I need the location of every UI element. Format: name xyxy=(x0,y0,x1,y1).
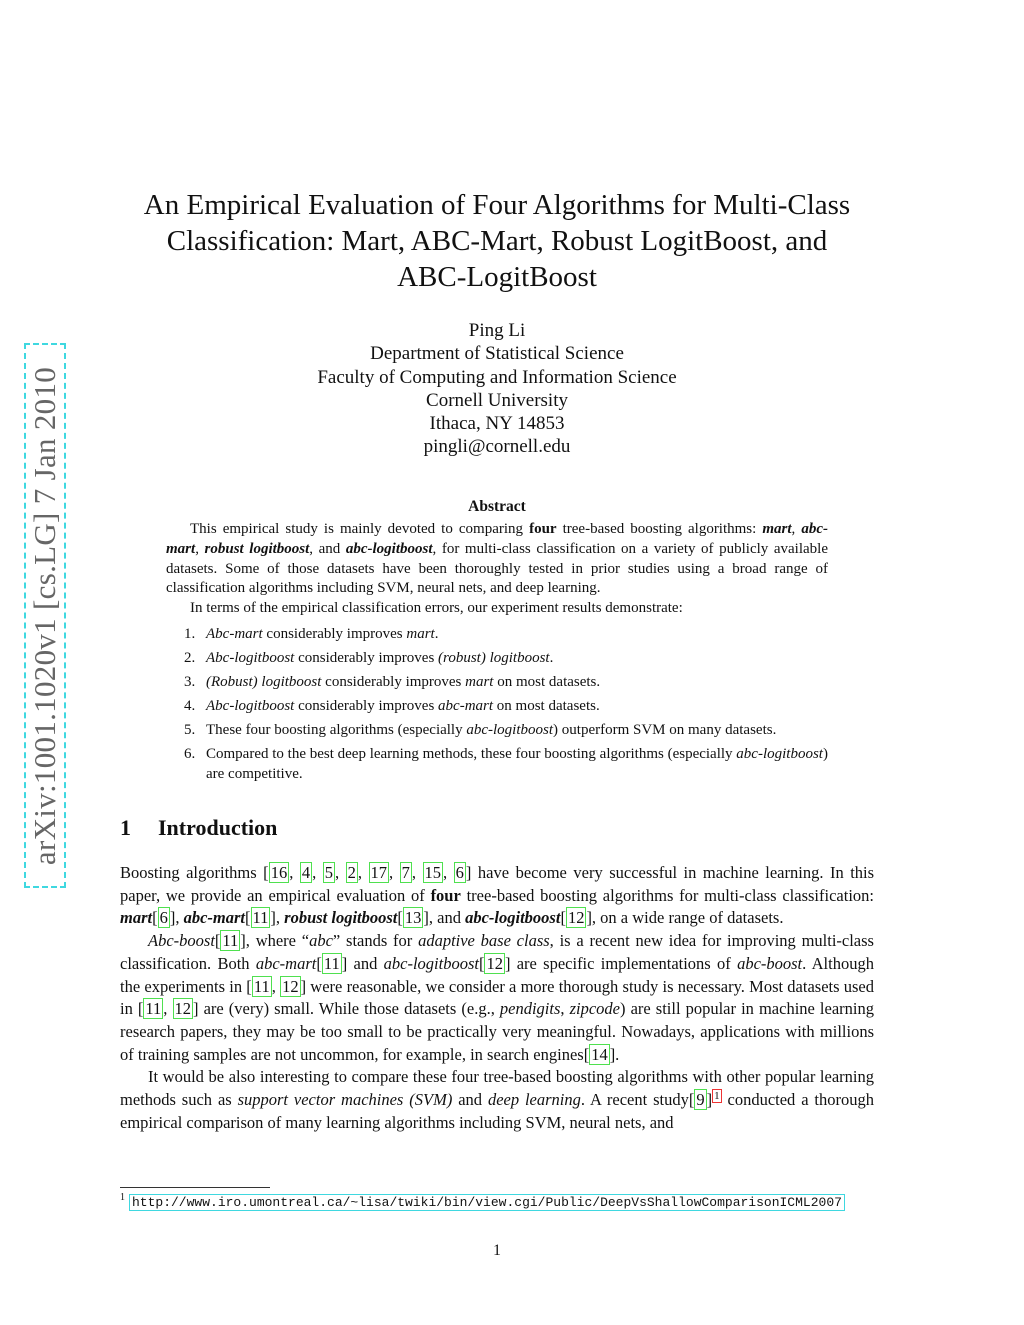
text-run: mart xyxy=(406,625,435,642)
text-run: It would be also interesting to compare these four tree-based boosting algorithms with other popular learning methods such as xyxy=(120,1067,874,1110)
title-line: ABC-LogitBoost xyxy=(397,261,597,293)
text-run: considerably improves xyxy=(294,698,439,715)
text-run: Abc-logitboost xyxy=(206,650,295,667)
algorithm-name: robust logitboost xyxy=(204,540,310,557)
text-run: ] xyxy=(706,1090,713,1110)
item-number: 6. xyxy=(184,746,196,763)
citation-link[interactable]: 9 xyxy=(696,1090,705,1110)
text-run: zipcode xyxy=(569,999,620,1019)
citation-link[interactable]: 4 xyxy=(301,863,311,882)
text-run: abc-boost xyxy=(737,953,803,973)
citation-link[interactable]: 11 xyxy=(253,976,270,996)
citation-link[interactable]: 15 xyxy=(424,863,442,882)
text-run: [ xyxy=(397,908,403,928)
introduction-body xyxy=(120,862,874,1134)
item-number: 3. xyxy=(184,674,196,691)
list-item xyxy=(166,673,828,693)
abstract-heading: Abstract xyxy=(468,498,526,515)
text-run: abc-logitboost xyxy=(383,953,479,973)
text-run: [ xyxy=(560,908,566,928)
arxiv-id: arXiv:1001.1020v1 [cs.LG] 7 Jan 2010 xyxy=(27,366,62,865)
page-number: 1 xyxy=(493,1242,501,1259)
text-run: , xyxy=(357,863,369,882)
citation-link[interactable]: 13 xyxy=(404,908,422,928)
item-number: 2. xyxy=(184,650,196,667)
text-run: , xyxy=(791,521,802,537)
citation-link[interactable]: 5 xyxy=(324,863,333,882)
text-run: . xyxy=(549,650,554,667)
findings-list xyxy=(166,625,828,785)
text-run: ) are competitive. xyxy=(206,746,828,783)
text-run: ], xyxy=(270,908,285,928)
list-item xyxy=(166,721,828,741)
text-run: mart xyxy=(465,674,494,691)
text-run: conducted a thorough empirical comparison of many learning algorithms including SVM, neural nets, and xyxy=(120,1090,874,1132)
author-faculty: Faculty of Computing and Information Science xyxy=(317,366,677,388)
text-run: . Although the experiments in [ xyxy=(120,953,874,996)
text-run: ]. xyxy=(609,1044,620,1064)
item-number: 4. xyxy=(184,698,196,715)
text-run: ], and xyxy=(423,908,466,928)
text-run: tree-based boosting algorithms for multi-class classification: xyxy=(460,885,874,905)
footnote xyxy=(120,1192,980,1210)
algorithm-name: abc-logitboost xyxy=(345,540,433,557)
text-run: pendigits xyxy=(499,999,561,1019)
text-run: . A recent study[ xyxy=(580,1090,695,1110)
intro-paragraph xyxy=(120,930,874,1066)
algorithm-name: mart xyxy=(762,521,792,537)
footnote-url-link[interactable]: http://www.iro.umontreal.ca/~lisa/twiki/bin/view.cgi/Public/DeepVsShallowComparisonICML2007 xyxy=(129,1194,845,1211)
text-run: considerably improves xyxy=(262,625,407,642)
list-item xyxy=(166,745,828,785)
citation-link[interactable]: 7 xyxy=(401,863,410,882)
text-run: ) outperform SVM on many datasets. xyxy=(553,722,777,739)
citation-link[interactable]: 12 xyxy=(282,976,299,996)
intro-paragraph xyxy=(120,862,874,930)
paper-title xyxy=(120,187,874,295)
text-run: deep learning xyxy=(487,1090,581,1110)
text-run: adaptive base class xyxy=(418,931,550,951)
text-run: , for multi-class classification on a variety of publicly available datasets. Some of those datasets have been thoroughly tested in prior studies using a broad range of classification algorithms including SVM, neural nets, and deep learning. xyxy=(166,540,828,597)
citation-link[interactable]: 11 xyxy=(323,953,340,973)
text-run: , xyxy=(312,863,323,882)
text-run: [ xyxy=(245,908,251,928)
text-run: abc-logitboost xyxy=(466,722,554,739)
citation-link[interactable]: 11 xyxy=(252,908,269,928)
abstract-paragraph: In terms of the empirical classification errors, our experiment results demonstrate: xyxy=(190,600,683,617)
text-run: abc-mart xyxy=(438,698,494,715)
text-run: Compared to the best deep learning methods, these four boosting algorithms (especially xyxy=(206,746,737,763)
author-department: Department of Statistical Science xyxy=(370,343,624,365)
text-run: ] are (very) small. While those datasets (e.g., xyxy=(193,999,500,1019)
citation-link[interactable]: 16 xyxy=(270,863,288,882)
citation-link[interactable]: 11 xyxy=(145,999,162,1019)
abstract-paragraph xyxy=(166,520,828,599)
text-run: (robust) logitboost xyxy=(438,650,550,667)
citation-link[interactable]: 6 xyxy=(159,908,168,928)
text-run: , xyxy=(389,863,400,882)
text-run: , xyxy=(560,999,570,1019)
citation-link[interactable]: 12 xyxy=(567,908,585,928)
text-run: ] are specific implementations of xyxy=(504,953,738,973)
text-run: ] were reasonable, we consider a more thorough study is necessary. Most datasets used in [ xyxy=(120,976,874,1019)
text-run: and xyxy=(452,1090,488,1110)
text-run: [ xyxy=(152,908,158,928)
author-block xyxy=(120,319,874,459)
text-run: abc xyxy=(309,931,333,951)
text-run: ) are still popular in machine learning research papers, they may be too small to be practically very meaningful. Nowadays, applications with millions of training samples are not uncommon, for example, in search engines[ xyxy=(120,999,874,1064)
arxiv-stamp[interactable] xyxy=(24,343,66,888)
item-number: 1. xyxy=(184,625,196,642)
text-run: on most datasets. xyxy=(493,674,601,691)
text-run: Abc-logitboost xyxy=(206,698,295,715)
text-run: ], where “ xyxy=(240,931,310,951)
text-run: ] have become very successful in machine learning. In this paper, we provide an empirical evaluation of xyxy=(120,863,875,905)
text-run: support vector machines (SVM) xyxy=(237,1090,453,1110)
text-run: . xyxy=(434,625,439,642)
emphasis-bold: four xyxy=(430,885,461,905)
emphasis-bold: four xyxy=(529,521,557,537)
text-run: on most datasets. xyxy=(493,698,600,715)
title-line: An Empirical Evaluation of Four Algorithms for Multi-Class xyxy=(143,189,851,221)
text-run: [ xyxy=(478,953,485,973)
text-run: This empirical study is mainly devoted to comparing xyxy=(190,521,530,537)
citation-link[interactable]: 12 xyxy=(174,999,191,1019)
citation-link[interactable]: 2 xyxy=(347,863,356,882)
text-run: , and xyxy=(309,540,346,557)
text-run: abc-mart xyxy=(255,953,317,973)
text-run: , xyxy=(289,863,300,882)
section-heading xyxy=(120,815,277,841)
text-run: Abc-mart xyxy=(206,625,263,642)
text-run: tree-based boosting algorithms: xyxy=(556,521,763,537)
citation-link[interactable]: 17 xyxy=(370,863,387,882)
algorithm-name: mart xyxy=(120,908,153,928)
text-run: These four boosting algorithms (especially xyxy=(206,722,467,739)
author-city: Ithaca, NY 14853 xyxy=(429,413,565,435)
footnote-rule xyxy=(120,1187,270,1188)
text-run: ], xyxy=(169,908,184,928)
author-email: pingli@cornell.edu xyxy=(423,436,571,458)
list-item xyxy=(166,625,828,645)
text-run: Boosting algorithms [ xyxy=(120,863,269,882)
text-run: considerably improves xyxy=(294,650,439,667)
list-item xyxy=(166,649,828,669)
text-run: , xyxy=(163,999,173,1019)
text-run: , xyxy=(411,863,423,882)
text-run: Abc-boost xyxy=(148,931,215,951)
text-run: , xyxy=(195,540,205,557)
item-number: 5. xyxy=(184,722,196,739)
text-run: [ xyxy=(214,931,221,951)
text-run: abc-logitboost xyxy=(736,746,823,763)
text-run: , is a recent new idea for improving multi-class classification. Both xyxy=(120,931,874,973)
author-name: Ping Li xyxy=(468,320,526,341)
footnote-mark: 1 xyxy=(120,1192,125,1203)
list-item xyxy=(166,697,828,717)
algorithm-name: robust logitboost xyxy=(284,908,398,928)
text-run: [ xyxy=(316,953,322,973)
text-run: , xyxy=(271,976,281,996)
abstract-body xyxy=(166,520,828,789)
citation-link[interactable]: 14 xyxy=(591,1044,608,1064)
text-run: , xyxy=(334,863,346,882)
algorithm-name: abc-mart xyxy=(166,521,828,557)
intro-paragraph xyxy=(120,1066,874,1134)
algorithm-name: abc-mart xyxy=(183,908,246,928)
section-title: Introduction xyxy=(158,815,278,840)
text-run: ] and xyxy=(341,953,384,973)
citation-link[interactable]: 11 xyxy=(222,931,239,951)
section-number: 1 xyxy=(120,815,131,840)
text-run: (Robust) logitboost xyxy=(206,674,322,691)
text-run: ” stands for xyxy=(332,931,419,951)
citation-link[interactable]: 12 xyxy=(486,953,503,973)
text-run: , xyxy=(443,863,454,882)
citation-link[interactable]: 6 xyxy=(455,863,464,882)
text-run: considerably improves xyxy=(321,674,466,691)
text-run: ], on a wide range of datasets. xyxy=(586,908,784,928)
author-university: Cornell University xyxy=(426,389,568,411)
title-line: Classification: Mart, ABC-Mart, Robust LogitBoost, and xyxy=(166,225,828,257)
algorithm-name: abc-logitboost xyxy=(465,908,561,928)
footnote-reference[interactable]: 1 xyxy=(714,1089,720,1102)
